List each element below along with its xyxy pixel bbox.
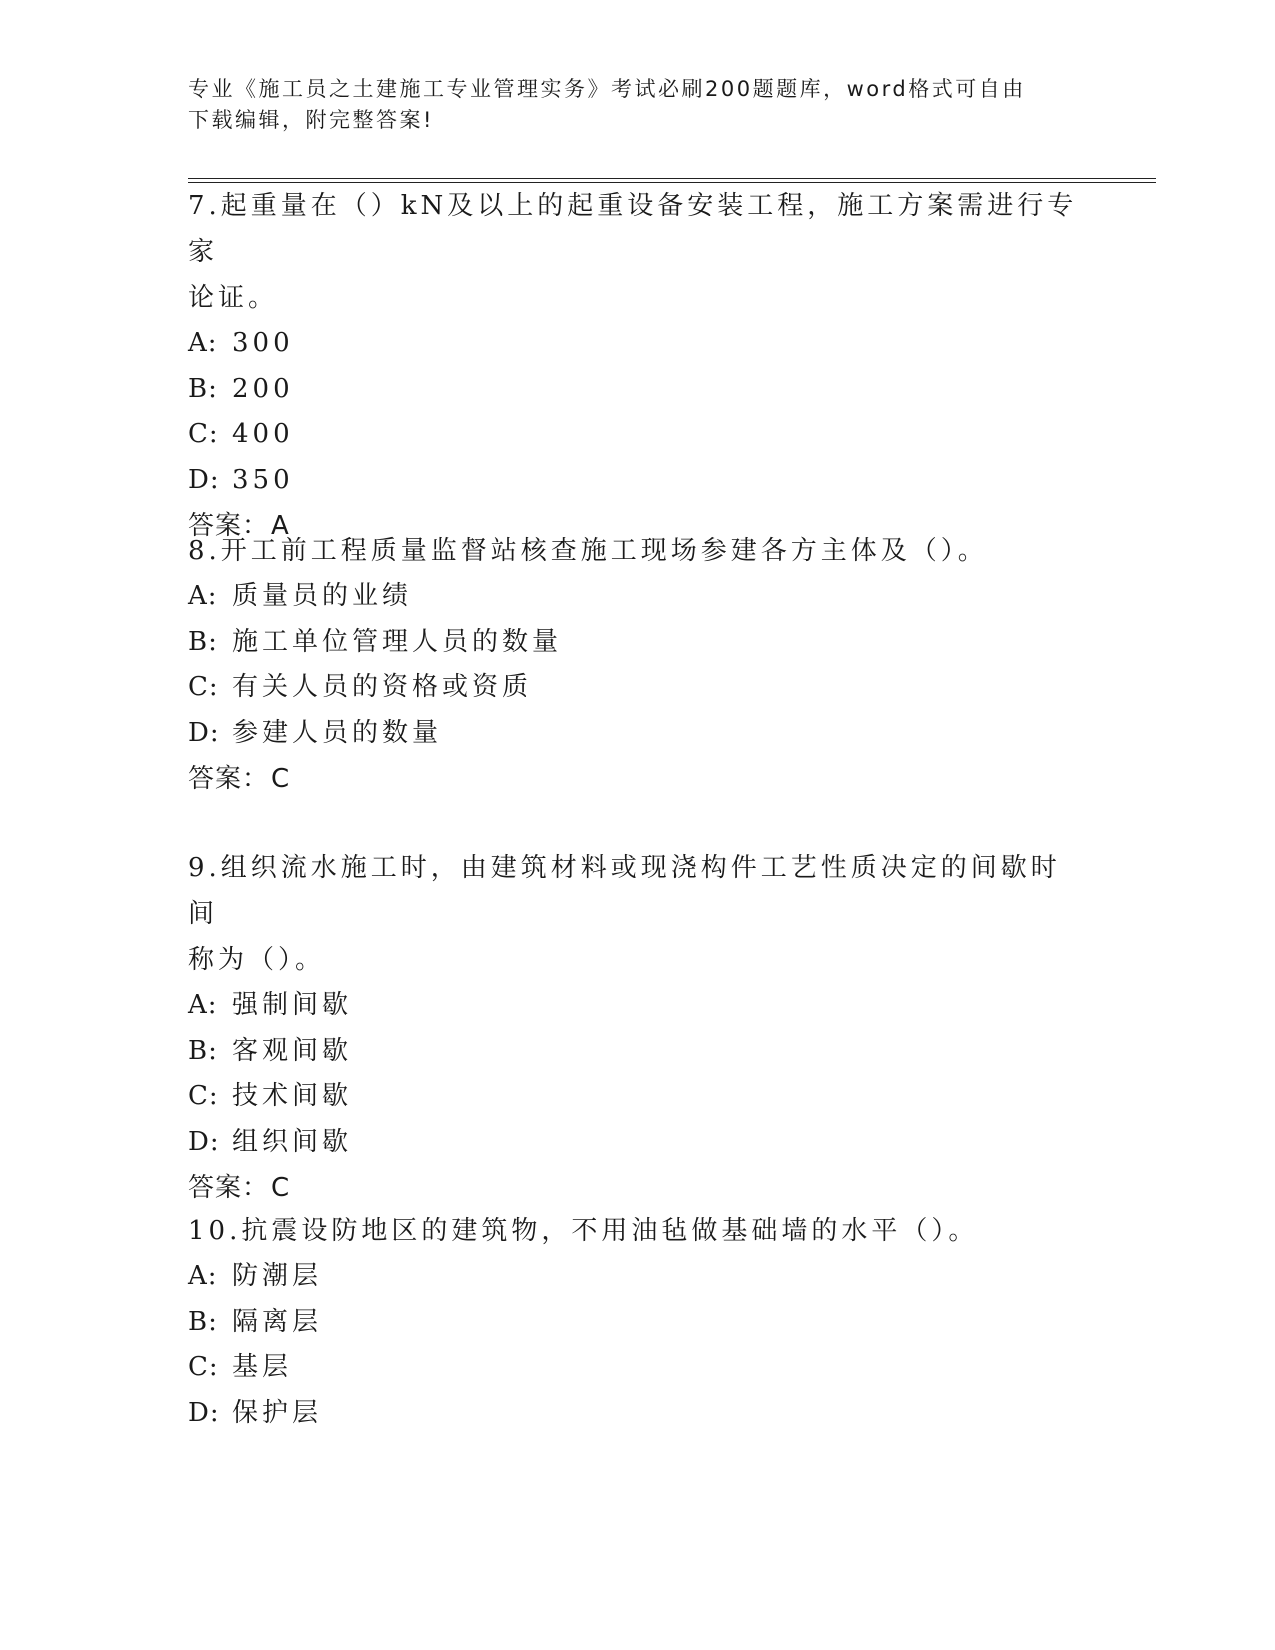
question-7 [188, 183, 1088, 549]
answer-line [188, 756, 1088, 802]
option-text: 200 [232, 373, 294, 404]
option-d: D: 350 [188, 458, 1088, 504]
option-key: A [188, 990, 207, 1020]
option-text: 基层 [232, 1352, 293, 1382]
option-key: D [188, 464, 209, 495]
option-a: A: 防潮层 [188, 1254, 1088, 1300]
option-key: B [188, 1035, 208, 1066]
option-key: C [188, 419, 208, 449]
question-text-line-1: 9.组织流水施工时，由建筑材料或现浇构件工艺性质决定的间歇时间 [188, 853, 1061, 929]
answer-label: 答案： [188, 511, 270, 541]
option-text: 强制间歇 [232, 990, 353, 1020]
option-b: B: 施工单位管理人员的数量 [188, 620, 1088, 666]
option-d: D: 组织间歇 [188, 1120, 1088, 1166]
question-10 [188, 1208, 1088, 1436]
option-text: 施工单位管理人员的数量 [232, 626, 563, 657]
option-key: D [188, 717, 209, 748]
answer-value: C [271, 1173, 291, 1203]
option-text: 防潮层 [232, 1261, 323, 1291]
answer-label: 答案： [188, 1173, 270, 1203]
option-text: 参建人员的数量 [232, 717, 443, 748]
option-text: 组织间歇 [232, 1126, 353, 1157]
option-text: 350 [232, 464, 294, 495]
option-key: A [188, 328, 207, 358]
option-b: B: 客观间歇 [188, 1029, 1088, 1075]
option-key: C [188, 1352, 208, 1382]
document-header [188, 74, 1068, 136]
option-text: 技术间歇 [232, 1081, 353, 1111]
question-8 [188, 528, 1088, 802]
option-key: D [188, 1126, 209, 1157]
option-d: D: 参建人员的数量 [188, 711, 1088, 757]
option-key: D [188, 1397, 209, 1428]
option-text: 有关人员的资格或资质 [232, 672, 533, 702]
option-key: B [188, 626, 208, 657]
question-text-line-2: 称为（）。 [188, 945, 326, 975]
option-d: D: 保护层 [188, 1391, 1088, 1437]
answer-value: C [271, 764, 291, 794]
option-text: 隔离层 [232, 1306, 323, 1337]
option-key: A [188, 1261, 207, 1291]
header-line-1: 专业《施工员之土建施工专业管理实务》考试必刷200题题库，word格式可自由 [188, 77, 1026, 101]
option-b: B: 隔离层 [188, 1300, 1088, 1346]
option-c: C: 基层 [188, 1345, 1088, 1391]
option-key: C [188, 1081, 208, 1111]
header-divider-top [188, 178, 1156, 179]
question-9 [188, 845, 1088, 1211]
option-text: 质量员的业绩 [232, 581, 413, 611]
option-c: C: 技术间歇 [188, 1074, 1088, 1120]
question-text-line-1: 10.抗震设防地区的建筑物，不用油毡做基础墙的水平（）。 [188, 1216, 979, 1246]
option-key: B [188, 373, 208, 404]
answer-line [188, 1165, 1088, 1211]
option-key: B [188, 1306, 208, 1337]
question-text-line-1: 7.起重量在（）kN及以上的起重设备安装工程，施工方案需进行专家 [188, 191, 1078, 267]
option-a: A: 强制间歇 [188, 983, 1088, 1029]
option-text: 客观间歇 [232, 1035, 353, 1066]
answer-label: 答案： [188, 764, 270, 794]
option-text: 300 [232, 328, 294, 358]
question-text-line-1: 8.开工前工程质量监督站核查施工现场参建各方主体及（）。 [188, 536, 988, 566]
option-key: C [188, 672, 208, 702]
option-a: A: 质量员的业绩 [188, 574, 1088, 620]
option-b: B: 200 [188, 367, 1088, 413]
option-key: A [188, 581, 207, 611]
option-c: C: 有关人员的资格或资质 [188, 665, 1088, 711]
answer-value: A [271, 511, 290, 541]
option-text: 保护层 [232, 1397, 323, 1428]
option-a: A: 300 [188, 321, 1088, 367]
question-text-line-2: 论证。 [188, 283, 279, 313]
option-c: C: 400 [188, 412, 1088, 458]
option-text: 400 [232, 419, 294, 449]
header-line-2: 下载编辑，附完整答案! [188, 108, 434, 132]
